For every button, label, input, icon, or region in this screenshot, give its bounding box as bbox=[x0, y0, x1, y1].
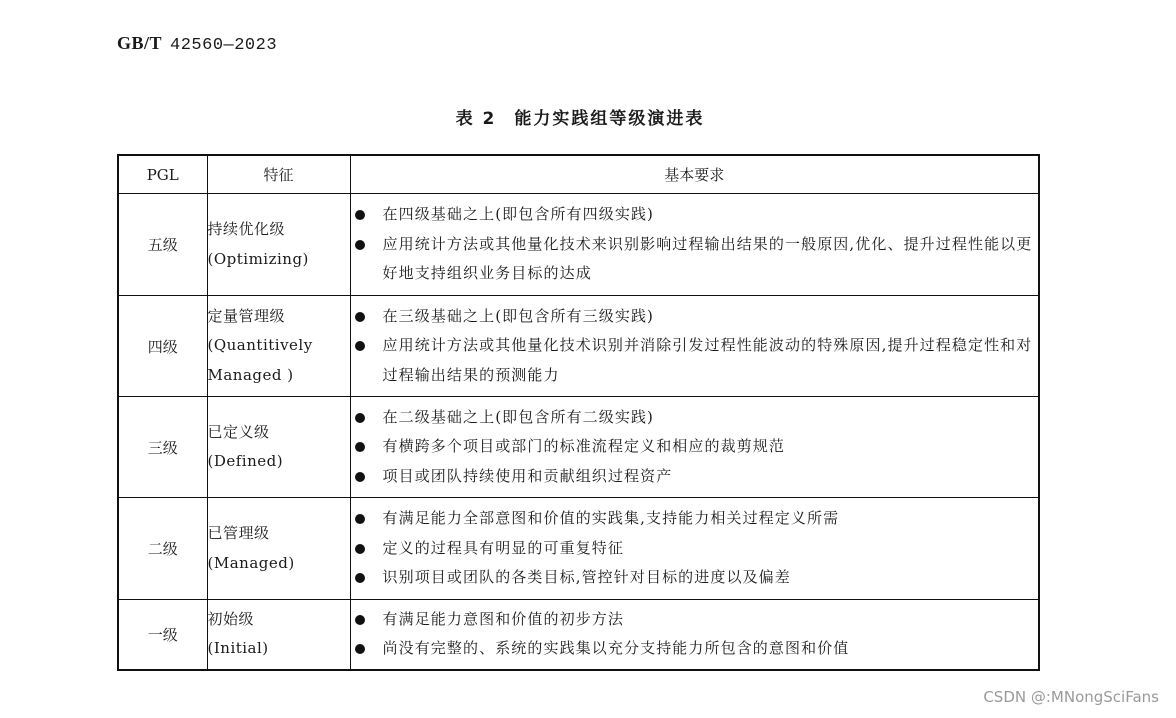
feature-cell bbox=[207, 498, 350, 600]
requirements-cell bbox=[350, 600, 1039, 670]
table-title-text: 能力实践组等级演进表 bbox=[514, 109, 705, 129]
requirement-item bbox=[351, 432, 1039, 462]
bullet-icon bbox=[355, 312, 365, 322]
requirement-item bbox=[351, 534, 1039, 564]
requirement-text: 有满足能力全部意图和价值的实践集,支持能力相关过程定义所需 bbox=[382, 509, 840, 528]
requirement-text: 项目或团队持续使用和贡献组织过程资产 bbox=[382, 466, 673, 485]
requirement-text: 在三级基础之上(即包含所有三级实践) bbox=[382, 306, 655, 325]
standard-number: 42560—2023 bbox=[170, 36, 278, 55]
feature-english-name: (Managed) bbox=[207, 553, 295, 572]
bullet-icon bbox=[355, 544, 365, 554]
table-header-row bbox=[118, 155, 1039, 194]
watermark: CSDN @:MNongSciFans bbox=[983, 688, 1159, 706]
table-label: 表 2 bbox=[455, 109, 497, 129]
requirements-list bbox=[351, 504, 1039, 593]
requirements-list bbox=[351, 302, 1039, 391]
feature-english-name: (Initial) bbox=[207, 639, 269, 658]
requirements-cell bbox=[350, 296, 1039, 397]
feature-name: 已定义级 bbox=[207, 422, 270, 441]
bullet-icon bbox=[355, 210, 365, 220]
requirements-list bbox=[351, 200, 1039, 289]
requirement-text: 尚没有完整的、系统的实践集以充分支持能力所包含的意图和价值 bbox=[382, 639, 850, 658]
feature-english-name: (Defined) bbox=[207, 452, 284, 470]
requirement-item bbox=[351, 200, 1039, 230]
feature-cell bbox=[207, 600, 350, 670]
requirement-text: 在二级基础之上(即包含所有二级实践) bbox=[382, 407, 655, 426]
requirement-item bbox=[351, 462, 1039, 492]
requirement-item bbox=[351, 563, 1039, 593]
bullet-icon bbox=[355, 644, 365, 654]
pgl-level-cell: 二级 bbox=[118, 498, 207, 600]
requirement-text: 应用统计方法或其他量化技术识别并消除引发过程性能波动的特殊原因,提升过程稳定性和对过程输出结果的预测能力 bbox=[382, 336, 1033, 384]
table-row bbox=[118, 397, 1039, 498]
table-row bbox=[118, 194, 1039, 296]
pgl-level-cell: 五级 bbox=[118, 194, 207, 296]
feature-name: 初始级 bbox=[207, 609, 255, 628]
bullet-icon bbox=[355, 514, 365, 524]
pgl-evolution-table bbox=[117, 154, 1040, 671]
feature-name: 定量管理级 bbox=[207, 306, 286, 325]
requirement-item bbox=[351, 504, 1039, 534]
pgl-level-cell: 三级 bbox=[118, 397, 207, 498]
standard-header bbox=[117, 33, 277, 55]
bullet-icon bbox=[355, 240, 365, 250]
feature-name: 已管理级 bbox=[207, 524, 270, 542]
requirement-item bbox=[351, 403, 1039, 433]
pgl-level-cell: 四级 bbox=[118, 296, 207, 397]
requirement-item bbox=[351, 605, 1039, 635]
feature-english-name: (Quantitively Managed ) bbox=[207, 336, 313, 384]
table-row bbox=[118, 600, 1039, 670]
feature-cell bbox=[207, 296, 350, 397]
bullet-icon bbox=[355, 472, 365, 482]
requirement-text: 在四级基础之上(即包含所有四级实践) bbox=[382, 205, 655, 224]
bullet-icon bbox=[355, 442, 365, 452]
bullet-icon bbox=[355, 615, 365, 625]
requirement-item bbox=[351, 302, 1039, 332]
requirements-list bbox=[351, 605, 1039, 664]
column-header-pgl: PGL bbox=[118, 155, 207, 194]
column-header-feature: 特征 bbox=[207, 155, 350, 194]
requirement-text: 应用统计方法或其他量化技术来识别影响过程输出结果的一般原因,优化、提升过程性能以更好地支持组织业务目标的达成 bbox=[382, 234, 1033, 283]
bullet-icon bbox=[355, 413, 365, 423]
table-row bbox=[118, 296, 1039, 397]
table-row bbox=[118, 498, 1039, 600]
table-title bbox=[0, 104, 1160, 129]
requirement-item bbox=[351, 634, 1039, 664]
requirement-item bbox=[351, 331, 1039, 390]
requirement-text: 有满足能力意图和价值的初步方法 bbox=[382, 609, 625, 628]
requirement-text: 识别项目或团队的各类目标,管控针对目标的进度以及偏差 bbox=[382, 568, 791, 587]
feature-english-name: (Optimizing) bbox=[207, 249, 309, 268]
requirements-cell bbox=[350, 194, 1039, 296]
feature-cell bbox=[207, 194, 350, 296]
requirements-cell bbox=[350, 397, 1039, 498]
feature-cell bbox=[207, 397, 350, 498]
feature-name: 持续优化级 bbox=[207, 220, 286, 238]
requirements-cell bbox=[350, 498, 1039, 600]
requirements-list bbox=[351, 403, 1039, 492]
bullet-icon bbox=[355, 341, 365, 351]
requirement-text: 有横跨多个项目或部门的标准流程定义和相应的裁剪规范 bbox=[382, 437, 786, 456]
standard-prefix: GB/T bbox=[117, 33, 163, 53]
requirement-text: 定义的过程具有明显的可重复特征 bbox=[382, 538, 625, 557]
requirement-item bbox=[351, 230, 1039, 289]
bullet-icon bbox=[355, 573, 365, 583]
pgl-level-cell: 一级 bbox=[118, 600, 207, 670]
column-header-requirements: 基本要求 bbox=[350, 155, 1039, 194]
